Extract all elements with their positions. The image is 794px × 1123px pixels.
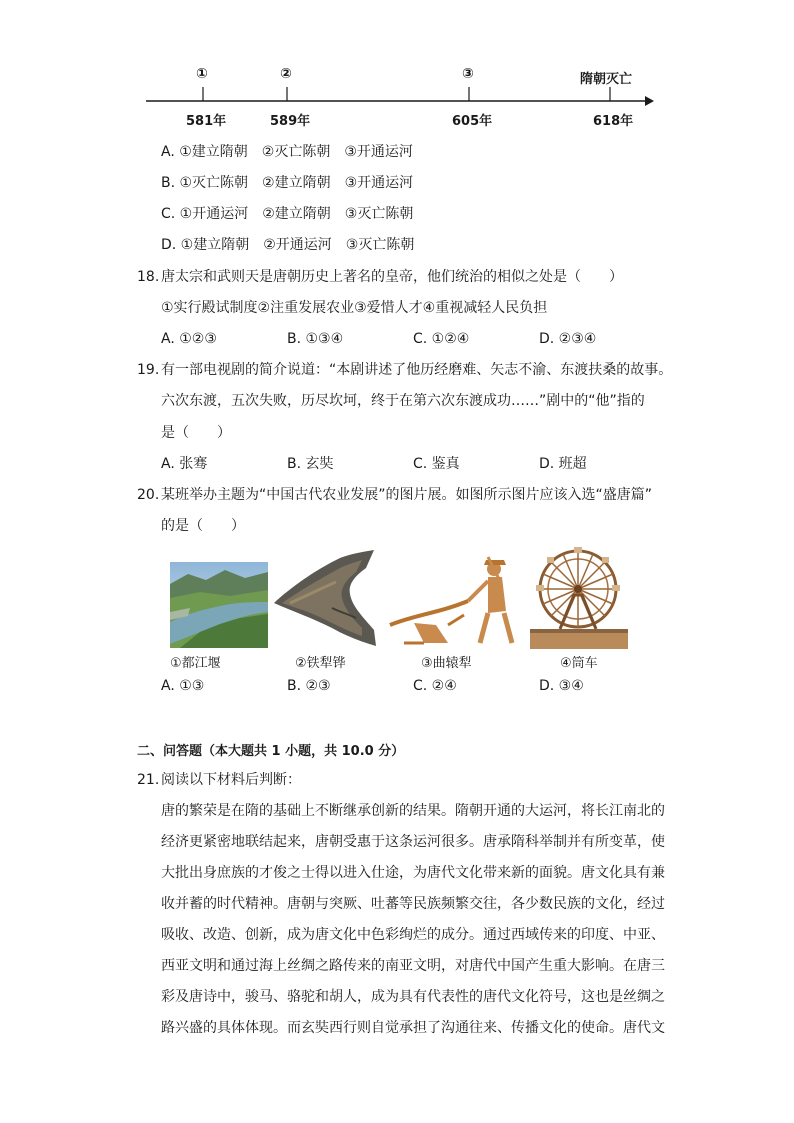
timeline-mark-2: ② xyxy=(280,66,292,82)
caption-water-wheel: ④筒车 xyxy=(560,656,598,671)
q19-option-a: A. 张骞 xyxy=(161,456,208,472)
q19-option-d: D. 班超 xyxy=(539,456,587,472)
q18-option-b: B. ①③④ xyxy=(287,331,344,347)
q20-stem-line-2: 的是（ ） xyxy=(161,518,245,534)
caption-dujiangyan: ①都江堰 xyxy=(170,656,221,671)
timeline-year-1: 581年 xyxy=(186,114,227,129)
q20-option-c: C. ②④ xyxy=(413,678,457,694)
q20-option-a: A. ①③ xyxy=(161,678,205,694)
timeline-mark-4: 隋朝灭亡 xyxy=(580,72,633,87)
curved-plow-drawing xyxy=(384,555,532,649)
caption-curved-plow: ③曲辕犁 xyxy=(421,656,472,671)
q19-option-c: C. 鉴真 xyxy=(413,456,460,472)
q18-option-a: A. ①②③ xyxy=(161,331,217,347)
dujiangyan-photo xyxy=(170,562,268,648)
q21-passage xyxy=(161,796,665,1044)
q19-stem-line-3: 是（ ） xyxy=(161,425,231,441)
q19-stem-line-2: 六次东渡，五次失败，历尽坎坷，终于在第六次东渡成功……”剧中的“他”指的 xyxy=(161,393,645,409)
q17-option-b: B. ①灭亡陈朝 ②建立隋朝 ③开通运河 xyxy=(161,175,414,191)
iron-plowshare-photo xyxy=(270,548,380,648)
q21-passage-line-6: 西亚文明和通过海上丝绸之路传来的南亚文明，对唐代中国产生重大影响。在唐三 xyxy=(161,958,665,974)
q20-stem-line-1: 某班举办主题为“中国古代农业发展”的图片展。如图所示图片应该入选“盛唐篇” xyxy=(161,487,653,503)
q21-passage-line-5: 吸收、改造、创新，成为唐文化中色彩绚烂的成分。通过西域传来的印度、中亚、 xyxy=(161,927,665,943)
q18-option-d: D. ②③④ xyxy=(539,331,597,347)
timeline-year-4: 618年 xyxy=(593,114,634,129)
q20-option-b: B. ②③ xyxy=(287,678,331,694)
q17-option-a: A. ①建立隋朝 ②灭亡陈朝 ③开通运河 xyxy=(161,144,413,160)
timeline-year-2: 589年 xyxy=(270,114,311,129)
q21-passage-line-7: 彩及唐诗中，骏马、骆驼和胡人，成为具有代表性的唐代文化符号，这也是丝绸之 xyxy=(161,989,665,1005)
q18-option-c: C. ①②④ xyxy=(413,331,470,347)
q20-option-d: D. ③④ xyxy=(539,678,584,694)
q21-passage-line-2: 经济更紧密地联结起来，唐朝受惠于这条运河很多。唐承隋科举制并有所变革，使 xyxy=(161,834,665,850)
timeline-mark-3: ③ xyxy=(462,66,474,82)
water-wheel-photo xyxy=(530,545,628,649)
q21-number: 21. xyxy=(137,772,160,788)
q18-statements: ①实行殿试制度②注重发展农业③爱惜人才④重视减轻人民负担 xyxy=(161,300,548,316)
caption-plowshare: ②铁犁铧 xyxy=(295,656,346,671)
q17-option-d: D. ①建立隋朝 ②开通运河 ③灭亡陈朝 xyxy=(161,237,415,253)
timeline-year-3: 605年 xyxy=(452,114,493,129)
q18-stem: 唐太宗和武则天是唐朝历史上著名的皇帝，他们统治的相似之处是（ ） xyxy=(161,269,623,285)
q21-passage-line-4: 收并蓄的时代精神。唐朝与突厥、吐蕃等民族频繁交往，各少数民族的文化，经过 xyxy=(161,896,665,912)
q21-passage-line-1: 唐的繁荣是在隋的基础上不断继承创新的结果。隋朝开通的大运河，将长江南北的 xyxy=(161,803,665,819)
q19-number: 19. xyxy=(137,362,160,378)
q17-option-c: C. ①开通运河 ②建立隋朝 ③灭亡陈朝 xyxy=(161,206,414,222)
q19-stem-line-1: 有一部电视剧的简介说道：“本剧讲述了他历经磨难、矢志不渝、东渡扶桑的故事。 xyxy=(161,362,673,378)
q19-option-b: B. 玄奘 xyxy=(287,456,334,472)
q21-passage-line-3: 大批出身庶族的才俊之士得以进入仕途，为唐代文化带来新的面貌。唐文化具有兼 xyxy=(161,865,665,881)
q21-stem: 阅读以下材料后判断： xyxy=(161,772,301,788)
section-heading: 二、问答题（本大题共 1 小题，共 10.0 分） xyxy=(137,744,405,759)
q21-passage-line-8: 路兴盛的具体体现。而玄奘西行则自觉承担了沟通往来、传播文化的使命。唐代文 xyxy=(161,1020,665,1036)
q18-number: 18. xyxy=(137,269,160,285)
q20-number: 20. xyxy=(137,487,160,503)
timeline-mark-1: ① xyxy=(196,66,208,82)
